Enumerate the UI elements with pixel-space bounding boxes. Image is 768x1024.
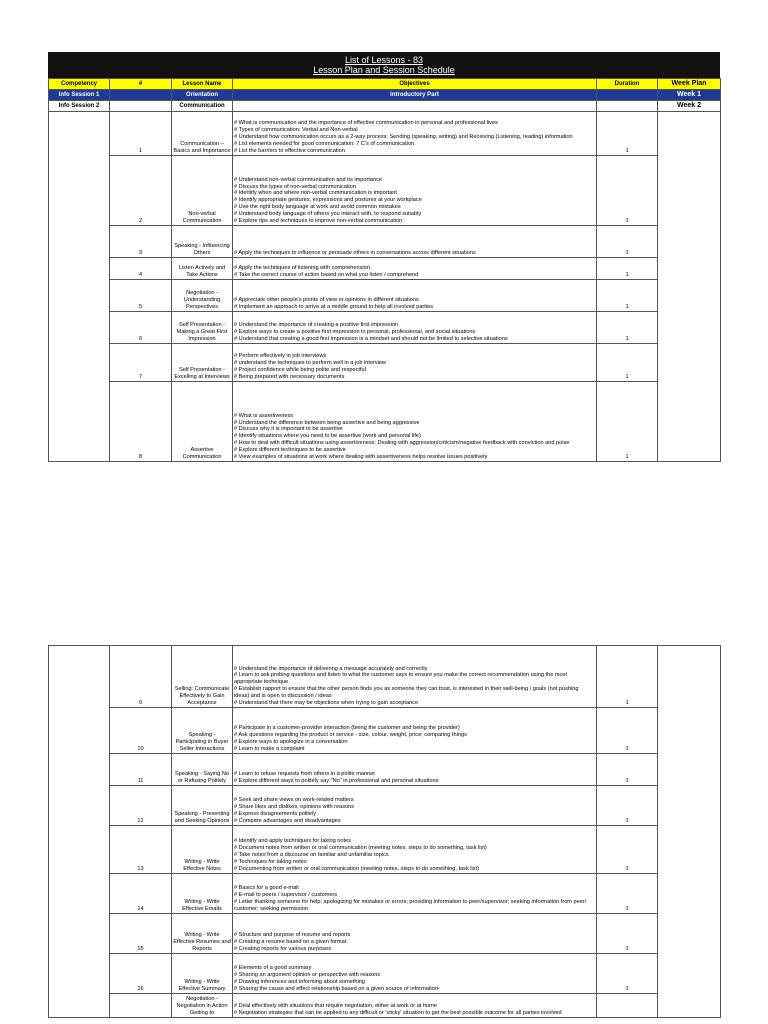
lesson-duration: 1 [597,312,658,344]
competency-cell [49,646,110,1018]
lesson-objectives: # Elements of a good summary # Sharing an argument opinion or perspective with reasons # Drawing inferences and informing about something # Sharing the cause and effect relationship based on a given source of information- [233,954,597,994]
lesson-row [49,226,721,258]
lesson-duration: 1 [597,914,658,954]
header-number: # [110,79,172,90]
lesson-name: Speaking - Presenting and Seeking Opinions [172,786,233,826]
lesson-name: Negotiation - Understanding Perspectives [172,280,233,312]
lesson-duration: 1 [597,382,658,462]
lesson-number: 16 [110,954,172,994]
lesson-number: 2 [110,156,172,226]
info-session-row [49,90,721,101]
lessons-table-2 [48,645,721,1018]
lesson-number [110,994,172,1018]
info-duration [597,101,658,112]
lesson-objectives: # Understand the importance of creating a positive first impression # Explore ways to create a positive first impression in personal, professional, and social situations # Understand that creating a good first impression is a mindset and should not be limited to selective situations [233,312,597,344]
lesson-number: 13 [110,826,172,874]
info-number [110,101,172,112]
lesson-row [49,258,721,280]
lesson-duration: 1 [597,258,658,280]
lesson-duration: 1 [597,786,658,826]
header-row [49,79,721,90]
lesson-objectives: # What is assertiveness # Understand the difference between being assertive and being aggressive # Discuss why it is important to be assertive # Identify situations where you need to be assertive (work and personal life) # How to deal with difficult situations using assertiveness: Dealing with aggression/criticism/negative feedback with conviction and poise # Explore different techniques to be assertive # View examples of situations at work where dealing with assertiveness helps resolve issues positively [233,382,597,462]
week-plan-cell [658,646,721,1018]
info-number [110,90,172,101]
lesson-objectives: # Understand the importance of delivering a message accurately and correctly # Learn to ask probing questions and listen to what the customer says to ensure you make the correct recommendation using the most appropriate technique # Establish rapport to ensure that the other person finds you as someone they can trust, is interested in their well-being / goals (not pushing ideas) and is open to discussion / ideas # Understand that there may be objections when trying to gain acceptance [233,646,597,708]
lesson-duration: 1 [597,226,658,258]
lesson-objectives: # Seek and share views on work-related matters # Share likes and dislikes, opinions with reasons # Express disagreements politely # Compare advantages and disadvantages [233,786,597,826]
info-lesson-name: Communication [172,101,233,112]
lesson-objectives: # Basics for a good e-mail # E-mail to peers / supervisor / customers # Letter thanking someone for help; apologizing for mistakes or errors; providing information to peer/supervisor; seeking information from peer/ customer; seeking permission [233,874,597,914]
lesson-number: 5 [110,280,172,312]
info-session-row [49,101,721,112]
competency-cell [49,112,110,462]
info-objectives: Introductory Part [233,90,597,101]
title-bar [48,52,720,78]
schedule-page-1 [48,52,720,462]
lesson-name: Writing - Write Effective Resumes and Reports [172,914,233,954]
lesson-name: Communication – Basics and Importance [172,112,233,156]
info-competency: Info Session 1 [49,90,110,101]
lesson-objectives: # Structure and purpose of resume and reports # Creating a resume based on a given format # Creating reports for various purposes [233,914,597,954]
lesson-row [49,874,721,914]
lesson-objectives: # Understand non-verbal communication and its importance # Discuss the types of non-verbal communication # Identify when and where non-verbal communication is important # Identify appropriate gestures, expressions and postures at your workplace # Use the right body language at work and avoid common mistakes # Understand body language of others you interact with, to respond suitably # Explore tips and techniques to improve non-verbal communication [233,156,597,226]
header-duration: Duration [597,79,658,90]
lesson-row [49,382,721,462]
title-line-1: List of Lessons - 83 [344,55,424,65]
lesson-row [49,994,721,1018]
lesson-number: 3 [110,226,172,258]
info-competency: Info Session 2 [49,101,110,112]
lesson-duration: 1 [597,708,658,754]
lesson-number: 10 [110,708,172,754]
lesson-row [49,914,721,954]
lesson-duration: 1 [597,344,658,382]
lesson-row [49,754,721,786]
lesson-name: Selling: Communicate Effectively to Gain Acceptance [172,646,233,708]
header-week-plan: Week Plan [658,79,721,90]
lesson-number: 11 [110,754,172,786]
info-week: Week 2 [658,101,721,112]
lesson-name: Self Presentation - Making a Great First Impression [172,312,233,344]
lesson-objectives: # Participate in a customer-provider interaction (being the customer and being the provider) # Ask questions regarding the product or service - size, colour, weight, price; comparing things # Explore ways to apologize in a conversation # Learn to make a complaint [233,708,597,754]
lesson-duration: 1 [597,280,658,312]
lesson-duration [597,994,658,1018]
lesson-name: Writing - Write Effective Summary [172,954,233,994]
lesson-name: Speaking - Influencing Others [172,226,233,258]
lesson-name: Writing - Write Effective Emails [172,874,233,914]
lesson-row [49,826,721,874]
lesson-row [49,954,721,994]
lesson-number: 8 [110,382,172,462]
info-lesson-name: Orientation [172,90,233,101]
lesson-objectives: # Learn to refuse requests from others in a polite manner # Explore different ways to politely say "No" in professional and personal situations [233,754,597,786]
lesson-name: Self Presentation - Excelling at Interviews [172,344,233,382]
lesson-name: Writing - Write Effective Notes [172,826,233,874]
lesson-name: Speaking - Saying No or Refusing Politely [172,754,233,786]
info-week: Week 1 [658,90,721,101]
week-plan-cell [658,112,721,462]
lesson-row [49,344,721,382]
info-duration [597,90,658,101]
lesson-duration: 1 [597,874,658,914]
lesson-duration: 1 [597,646,658,708]
lesson-objectives: # Apply the techniques of listening with comprehension # Take the correct course of action based on what you listen / comprehend [233,258,597,280]
lesson-name: Non-verbal Communication [172,156,233,226]
lesson-objectives: # Appreciate other people's points of view or opinions in different situations # Implement an approach to arrive at a middle ground to help all involved parties [233,280,597,312]
lesson-name: Listen Actively and Take Actions [172,258,233,280]
lesson-number: 14 [110,874,172,914]
lesson-row [49,112,721,156]
lesson-row [49,708,721,754]
lesson-name: Assertive Communication [172,382,233,462]
lesson-number: 9 [110,646,172,708]
header-competency: Competency [49,79,110,90]
lesson-duration: 1 [597,954,658,994]
lesson-number: 12 [110,786,172,826]
lesson-name: Speaking - Participating in Buyer Seller Interactions [172,708,233,754]
lesson-number: 4 [110,258,172,280]
lesson-objectives: # Deal effectively with situations that require negotiation, either at work or at home # Negotiation strategies that can be applied to any difficult or 'sticky' situation to get the best possible outcome for all parties involved [233,994,597,1018]
lesson-row [49,280,721,312]
lesson-row [49,312,721,344]
lesson-row [49,786,721,826]
lesson-name: Negotiation - Negotiation in Action Getting to [172,994,233,1018]
lesson-row [49,156,721,226]
lesson-duration: 1 [597,112,658,156]
lesson-objectives: # Identify and apply techniques for taking notes # Document notes from written or oral communication (meeting notes, steps to do something, task list) # Take notes from a discourse on familiar and unfamiliar topics # Techniques for taking notes # Documenting from written or oral communication (meeting notes, steps to do something, task list) [233,826,597,874]
title-line-2: Lesson Plan and Session Schedule [313,65,455,75]
lesson-duration: 1 [597,826,658,874]
lesson-objectives: # What is communication and the importance of effective communication in personal and professional lives # Types of communication: Verbal and Non-verbal # Understand how communication occurs as a 2-way process: Sending (speaking, writing) and Receiving (Listening, reading) information # List elements needed for good communication: 7 C's of communication # List the barriers to effective communication [233,112,597,156]
header-objectives: Objectives [233,79,597,90]
schedule-page-2 [48,645,720,1018]
lesson-duration: 1 [597,156,658,226]
lesson-row [49,646,721,708]
lesson-number: 15 [110,914,172,954]
header-lesson-name: Lesson Name [172,79,233,90]
info-objectives [233,101,597,112]
lessons-table-1 [48,78,721,462]
lesson-duration: 1 [597,754,658,786]
lesson-objectives: # Apply the techniques to influence or persuade others in conversations across different situations [233,226,597,258]
lesson-number: 6 [110,312,172,344]
lesson-number: 7 [110,344,172,382]
lesson-number: 1 [110,112,172,156]
lesson-objectives: # Perform effectively in job interviews # understand the techniques to perform well in a job interview # Project confidence while being polite and respectful # Being prepared with necessary documents [233,344,597,382]
